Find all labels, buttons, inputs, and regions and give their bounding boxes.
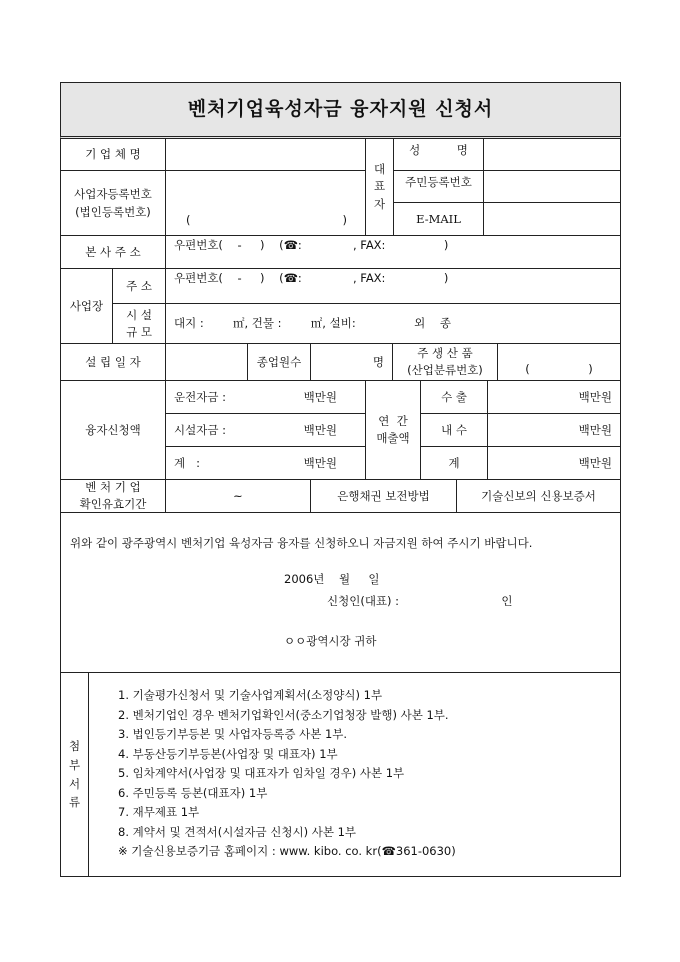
loan-item-unit: 백만원 <box>303 389 337 404</box>
loan-item-label: 시설자금 : <box>174 422 226 437</box>
paren-open: ( <box>186 212 191 227</box>
addressee: ㅇㅇ광역시장 귀하 <box>284 634 377 648</box>
date-line: 2006년 월 일 <box>284 572 380 586</box>
employees-label: 종업원수 <box>247 343 311 381</box>
founded-field[interactable] <box>165 343 248 381</box>
product-label: 주 생 산 품 (산업분류번호) <box>392 343 498 381</box>
loan-label: 융자신청액 <box>60 380 166 480</box>
product-field[interactable]: ( ) <box>497 343 621 381</box>
biz-reg-label-1: 사업자등록번호 <box>74 186 152 201</box>
attachments-label: 첨 부 서 류 <box>60 672 89 877</box>
venture-period-field[interactable]: ~ <box>165 479 311 513</box>
attachment-item: 7. 재무제표 1부 <box>118 805 200 819</box>
hq-address-label: 본 사 주 소 <box>60 235 166 269</box>
sales-total-field[interactable]: 백만원 <box>487 446 621 480</box>
sales-label: 연 간 매출액 <box>365 380 421 480</box>
loan-total[interactable] <box>165 446 366 480</box>
company-name-field[interactable] <box>165 138 366 171</box>
founded-label: 설 립 일 자 <box>60 343 166 381</box>
site-address-field[interactable]: 우편번호( - ) (☎: , FAX: ) <box>165 268 621 304</box>
attachment-note: ※ 기술신용보증기금 홈페이지 : www. kibo. co. kr(☎361-0630) <box>118 844 456 858</box>
loan-item-label: 운전자금 : <box>174 389 226 404</box>
loan-item-unit: 백만원 <box>303 455 337 470</box>
sales-export-field[interactable]: 백만원 <box>487 380 621 414</box>
hq-address-field[interactable]: 우편번호( - ) (☎: , FAX: ) <box>165 235 621 269</box>
bank-method-value: 기술신보의 신용보증서 <box>456 479 621 513</box>
site-scale-label: 시 설 규 모 <box>112 303 166 344</box>
loan-item-unit: 백만원 <box>303 422 337 437</box>
sales-domestic-field[interactable]: 백만원 <box>487 413 621 447</box>
applicant-line: 신청인(대표) : 인 <box>327 594 513 608</box>
form-title: 벤처기업육성자금 융자지원 신청서 <box>60 82 621 139</box>
loan-facility[interactable] <box>165 413 366 447</box>
site-scale-field[interactable]: 대지 : ㎡, 건물 : ㎡, 설비: 외 종 <box>165 303 621 344</box>
site-address-label: 주 소 <box>112 268 166 304</box>
loan-operating[interactable] <box>165 380 366 414</box>
attachment-item: 3. 법인등기부등본 및 사업자등록증 사본 1부. <box>118 727 348 741</box>
company-name-label: 기 업 체 명 <box>60 138 166 171</box>
site-label: 사업장 <box>60 268 113 344</box>
statement-text: 위와 같이 광주광역시 벤처기업 육성자금 융자를 신청하오니 자금지원 하여 주시기 바랍니다. <box>70 536 533 550</box>
attachment-item: 2. 벤처기업인 경우 벤처기업확인서(중소기업청장 발행) 사본 1부. <box>118 707 449 722</box>
attachment-item: 1. 기술평가신청서 및 기술사업계획서(소정양식) 1부 <box>118 688 383 702</box>
biz-reg-label <box>60 170 166 236</box>
rep-id-label: 주민등록번호 <box>393 170 484 203</box>
sales-domestic-label: 내 수 <box>420 413 488 447</box>
attachment-item: 4. 부동산등기부등본(사업장 및 대표자) 1부 <box>118 746 338 761</box>
sales-export-label: 수 출 <box>420 380 488 414</box>
attachment-item: 5. 임차계약서(사업장 및 대표자가 임차일 경우) 사본 1부 <box>118 766 405 780</box>
rep-email-field[interactable] <box>483 202 621 236</box>
representative-label: 대 표 자 <box>365 138 394 236</box>
attachment-item: 8. 계약서 및 견적서(시설자금 신청시) 사본 1부 <box>118 824 357 839</box>
biz-reg-field[interactable] <box>165 170 366 236</box>
rep-name-label: 성 명 <box>393 138 484 171</box>
attachments-list <box>118 686 456 862</box>
paren-close: ) <box>342 212 347 227</box>
rep-name-field[interactable] <box>483 138 621 171</box>
employees-field[interactable]: 명 <box>310 343 393 381</box>
rep-email-label: E-MAIL <box>393 202 484 236</box>
attachment-item: 6. 주민등록 등본(대표자) 1부 <box>118 785 268 800</box>
sales-total-label: 계 <box>420 446 488 480</box>
rep-id-field[interactable] <box>483 170 621 203</box>
venture-label: 벤 처 기 업 확인유효기간 <box>60 479 166 513</box>
bank-method-label: 은행채권 보전방법 <box>310 479 457 513</box>
biz-reg-label-2: (법인등록번호) <box>75 205 151 219</box>
loan-item-label: 계 : <box>174 455 200 470</box>
